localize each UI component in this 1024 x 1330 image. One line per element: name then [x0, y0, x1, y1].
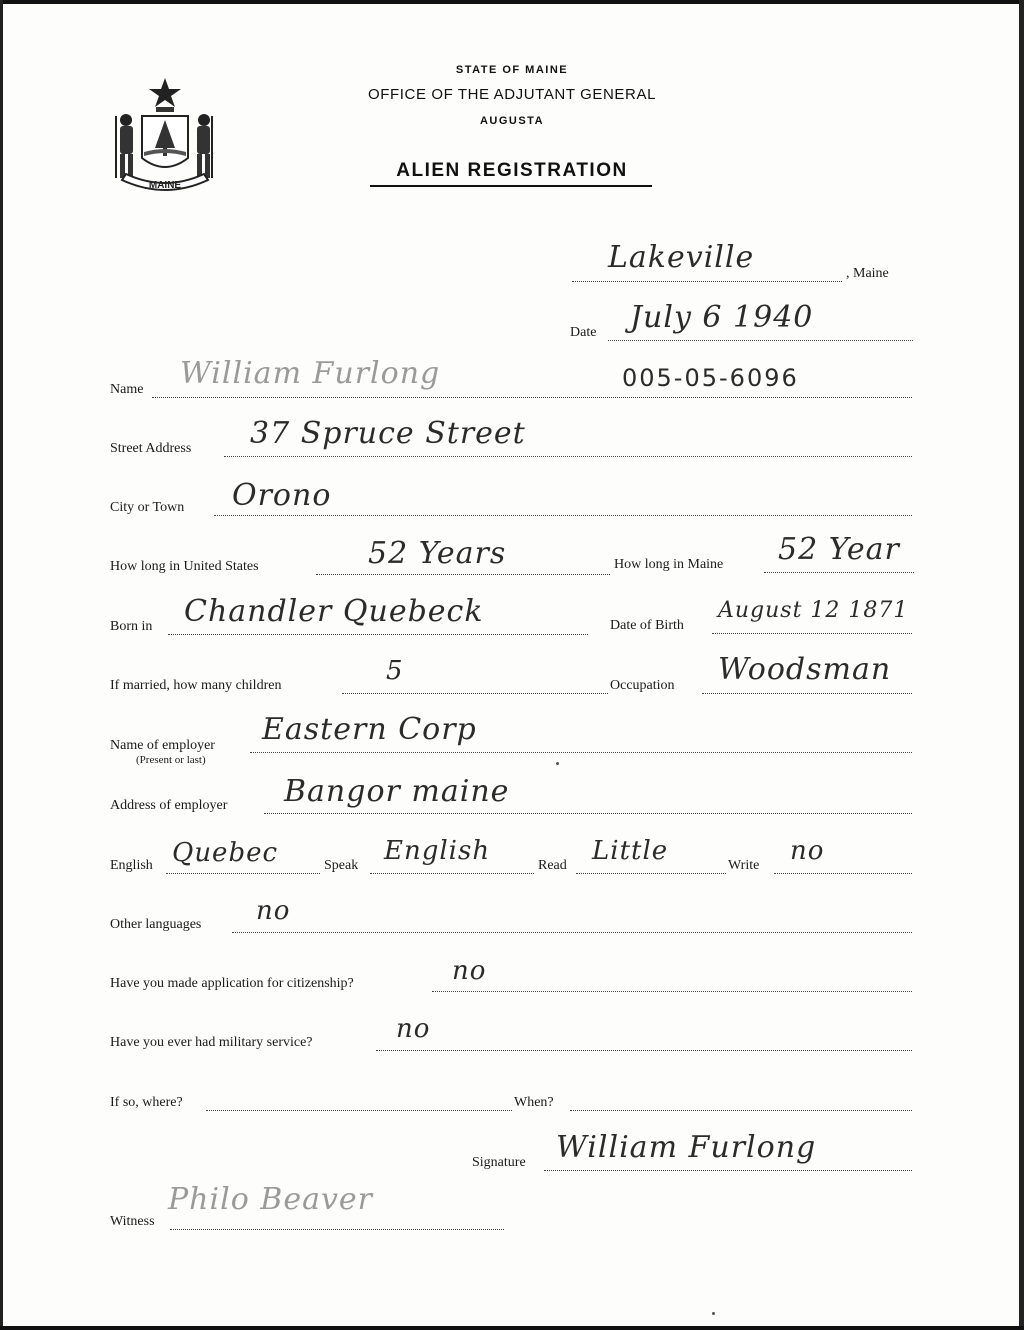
scan-border-right — [1019, 0, 1024, 1330]
years-us-line — [316, 574, 610, 575]
if-so-where-label: If so, where? — [110, 1095, 183, 1110]
born-in-value: Chandler Quebeck — [184, 594, 484, 629]
header-city: AUGUSTA — [479, 115, 545, 127]
employer-address-line — [264, 813, 912, 814]
date-of-birth-label: Date of Birth — [610, 618, 684, 633]
when-label: When? — [514, 1095, 554, 1110]
signature-line — [544, 1170, 912, 1171]
date-of-birth-value: August 12 1871 — [718, 598, 909, 623]
date-of-birth-line — [712, 633, 912, 634]
city-town-label: City or Town — [110, 500, 185, 515]
speak-line — [370, 873, 534, 874]
years-maine-line — [764, 572, 914, 573]
date-value: July 6 1940 — [630, 300, 814, 335]
seal-banner-text: MAINE — [148, 180, 182, 191]
date-label: Date — [570, 325, 597, 340]
english-line — [166, 873, 320, 874]
header-state: STATE OF MAINE — [455, 64, 569, 76]
employer-name-line — [250, 752, 912, 753]
scan-border-left — [0, 0, 3, 1330]
occupation-value: Woodsman — [718, 652, 892, 687]
write-label: Write — [728, 858, 760, 873]
english-label: English — [110, 858, 153, 873]
if-so-where-line — [206, 1110, 512, 1111]
street-address-label: Street Address — [110, 441, 192, 456]
id-number-value: 005-05-6096 — [622, 364, 799, 392]
born-in-label: Born in — [110, 619, 153, 634]
street-address-value: 37 Spruce Street — [250, 416, 526, 451]
title-underline — [370, 185, 652, 187]
occupation-label: Occupation — [610, 678, 675, 693]
employer-name-value: Eastern Corp — [262, 712, 477, 747]
read-value: Little — [592, 836, 669, 866]
years-maine-value: 52 Year — [778, 532, 900, 567]
employer-address-value: Bangor maine — [284, 774, 510, 809]
employer-address-label: Address of employer — [110, 798, 228, 813]
military-label: Have you ever had military service? — [110, 1035, 313, 1050]
other-languages-value: no — [256, 896, 291, 926]
read-line — [576, 873, 726, 874]
military-value: no — [396, 1014, 431, 1044]
english-value: Quebec — [172, 838, 279, 868]
city-town-value: Orono — [232, 478, 332, 513]
witness-label: Witness — [110, 1214, 155, 1229]
citizenship-label: Have you made application for citizenship? — [110, 976, 354, 991]
header-office: OFFICE OF THE ADJUTANT GENERAL — [367, 86, 657, 103]
name-value: William Furlong — [180, 356, 441, 391]
citizenship-value: no — [452, 956, 487, 986]
employer-note-label: (Present or last) — [136, 754, 206, 766]
children-line — [342, 693, 608, 694]
children-label: If married, how many children — [110, 678, 282, 693]
other-languages-label: Other languages — [110, 917, 202, 932]
town-value: Lakeville — [608, 240, 755, 275]
date-line — [608, 340, 913, 341]
witness-value: Philo Beaver — [168, 1182, 374, 1217]
form-title: ALIEN REGISTRATION — [396, 160, 628, 181]
state-suffix-label: , Maine — [846, 266, 889, 281]
name-line — [152, 397, 912, 398]
years-maine-label: How long in Maine — [614, 557, 724, 572]
years-us-label: How long in United States — [110, 559, 259, 574]
scan-border-bottom — [0, 1326, 1024, 1330]
name-label: Name — [110, 382, 144, 397]
city-town-line — [214, 515, 912, 516]
write-line — [774, 873, 912, 874]
military-line — [376, 1050, 912, 1051]
speak-label: Speak — [324, 858, 359, 873]
employer-name-label: Name of employer — [110, 738, 215, 753]
read-label: Read — [538, 858, 567, 873]
town-line — [572, 281, 842, 282]
ink-fleck — [556, 762, 559, 765]
write-value: no — [790, 836, 825, 866]
citizenship-line — [432, 991, 912, 992]
speak-value: English — [384, 836, 491, 866]
born-in-line — [168, 634, 588, 635]
signature-label: Signature — [472, 1155, 526, 1170]
signature-value: William Furlong — [556, 1130, 817, 1165]
occupation-line — [702, 693, 912, 694]
when-line — [570, 1110, 912, 1111]
paper-speck — [712, 1312, 715, 1315]
other-languages-line — [232, 932, 912, 933]
scan-border-top — [0, 0, 1024, 4]
witness-line — [170, 1229, 504, 1230]
years-us-value: 52 Years — [368, 536, 507, 571]
street-address-line — [224, 456, 912, 457]
children-value: 5 — [386, 656, 404, 686]
